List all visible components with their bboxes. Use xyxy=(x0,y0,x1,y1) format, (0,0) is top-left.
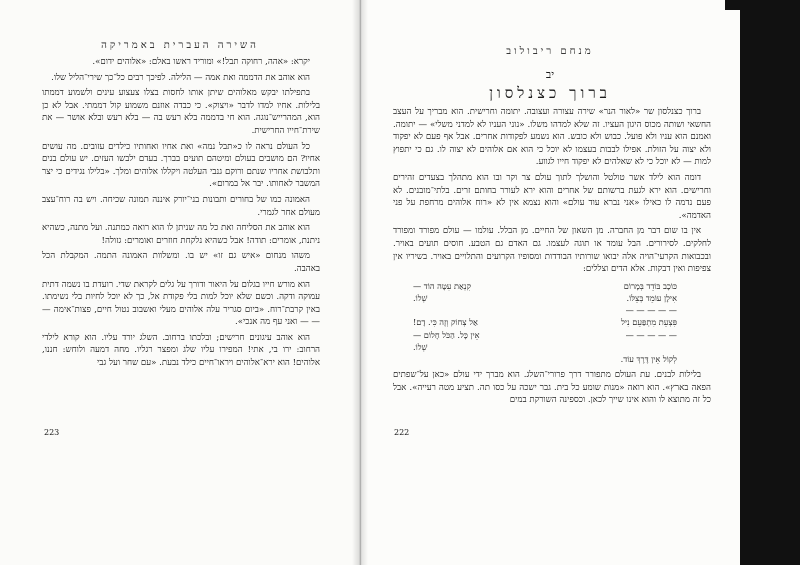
paragraph: יקרא: «אהה, רחוקה תבל!» ומוריד ראשו באלם: «אלוהים ידום». xyxy=(92,57,310,67)
poem-line-right: לְקוֹל אֵין דֶּרֶךְ עוֹד. xyxy=(620,353,677,364)
poem-line-left: שְׁלוֹ. xyxy=(413,292,428,303)
paragraph: משהו מנחום «איש גם זו» יש בו. ומשלוות האמונה התמה. המקבלת הכל באהבה. xyxy=(42,251,320,274)
paragraph: הוא אוהב את הדממה ואת אמה — הלילה. לפיכך רבים כל־כך שירי־הליל שלו. xyxy=(51,72,310,83)
book-gutter xyxy=(352,0,368,565)
poem-line xyxy=(393,280,711,292)
left-page-text xyxy=(42,56,320,373)
poem-line xyxy=(393,341,711,353)
page-number: 222 xyxy=(394,428,410,437)
left-page xyxy=(0,0,360,565)
poem-line-left: אֵין כָּל. הַכֹּל חָלוֹם — xyxy=(413,329,480,340)
poem-line-left: אַל צְחוֹק וְזֶה כִּי. דָם! xyxy=(413,317,478,328)
page-number: 223 xyxy=(44,428,60,437)
paragraph: הוא אוהב את הסליחה ואת כל מה שניתן לו הוא רואה כמתנה. ועל מתנה, כשהיא ניתנת, אומרים: תודה! אבל כשהיא נלקחת חוזרים ואומרים: גזולה! xyxy=(42,223,320,246)
paragraph: האמונה כמו של בחורים ותבונות בני־יורק איננה תמונה שכיחה. ויש בה רוח־עצב מעולם אחר לגמרי. xyxy=(42,194,320,218)
poem-line xyxy=(393,353,711,365)
paragraph: בלילות לבנים. עת העולם מתפורר דרך פרורי־השלג. הוא מברך ידי עולם «כאן על־שפתים הפאה בארץ». הוא רואה «מנות שומע כל בית. גבר ישכה על כסו תה. תציע מטה רעייה». אבל כל זה מתוצא לו והוא אינו שייך לכאן. וכספינה השורקת במים xyxy=(393,370,711,406)
poem-line-right: — — — — — xyxy=(625,305,677,316)
poem-line xyxy=(393,304,711,316)
paragraph: כל העולם נראה לו כ«תבל נמה» ואת אחיו ואחותיו כילדים עזובים. מה עושים אחיו? הם מושבים בעולם ומיטהם תועים בברך. בעדם ילבשו העזים. יש עולם בנים ותלבושת אחריו שנתם ורוקם גנבי העלטה ויקללו אלוהים ומלך. «בלילו נגידים כי יצר המשבר לאחותו. יבר אל במרום». xyxy=(42,141,320,190)
paragraph: הוא מורש חייו בגלום על היאור ודורך על גלים לקראת שדי. רועדת בו נשמה דתית עמוקה ודקה. וכשם שלא יוכל למות בלי פקודת אל, כך לא יוכל לחיות בלי נשימתו. באין קרבת־רוח. «ביום סגריר עלה אלוהים מעלי ואשבוב נטול חיים, פצות־אימה — — — ואני עף מה אנכי». xyxy=(42,279,320,328)
poem-line xyxy=(393,329,711,341)
poem-line-right: אִילָן עוֹמֵד בְּצֵלּוֹ. xyxy=(626,292,677,303)
poem-line-right: פִּצְעֵת מִתְפַּעֵם נִיל xyxy=(621,317,677,328)
paragraph: אין בו שום דבר מן החברה. מן השאון של החיים. מן הבלל. עולמו — עולם מפורד ומפורד לחלקים. לסירורים. הבל עומד או תוגה לעצמו. גם האדם גם הטבע. חוסים תועים באויר. ובכבואות הקרעי־הויה אלה יבואו שורותיו הבודדות ומסופיו הקרועים והתלויים באויר. בשיריו אין צפיפות ואין דבקות. אלא הדים וצללים: xyxy=(393,226,711,275)
chapter-number: יב xyxy=(545,68,555,81)
right-page-text xyxy=(393,106,711,410)
paragraph: דומה הוא לילד אשר טולטל והושלך לתוך עולם צר וקר ובו הוא מתהלך בצעדים זהירים וחרישים. הוא ירא לגעת ברשותם של אחרים והוא ירא לעורר בחותם זרים. בלתי־מובנים. לא פעם נדמה לו כאילו «אני נברא עוד עולם» והוא נצמא אין לא «רוח אלוהים מרחפת על פני האדמה». xyxy=(393,172,711,221)
running-head: השירה העברית באמריקה xyxy=(101,40,259,51)
poem-line xyxy=(393,292,711,304)
paragraph: ברוך כצנלסון שר «לאור הנר» שירה עצורה ועצובה. יתומה וחרישית. הוא מבריך על העצב החשאי ושותה מכוס היגון העציו. זה שלא למדהו משלו. «נוני העניו לא למדני משלי» — יתומה. ואמנם הוא עניו ולא פועל. כבוש ולא כובש. הוא נשמע לפקודות אחרים. אבל אף פעם לא יפקוד ולא יצוה על הזולת. אפילו לבבות בעצמו לא יוכל כי הוא אם אלוהים לא יצוה לו. גם כי יתפוץ למות — לא יוכל כי לא שאלהים לא יפקוד חייו לגווע. xyxy=(393,107,711,168)
poem-line-right: כּוֹכָב בּוֹדֵד בְּמָרוֹם xyxy=(623,280,677,291)
poem-line-left: שְׁלוֹ. xyxy=(413,341,428,352)
paragraph: בתפילתו יבקש מאלוהים שיתן אותו לחסות בצלו צעצוע עינים ולשמוע דממתו בלילות. אחיו למדו לדבר «ויצוק». כי כבדה אוזנם משמוע קול דממתי. אבל לא כן הוא, המהרייש־נוגה. הוא חי בדממה בלא רעש בה — בלא רעש ובלא אושר — את שירת־חייו החרישית. xyxy=(42,88,320,136)
scan-background-edge xyxy=(740,0,800,565)
poem-line-left: קִנְאַת עִטָּה הוֹד — xyxy=(413,280,471,291)
poem xyxy=(393,280,711,365)
poem-line xyxy=(393,316,711,328)
chapter-title: ברוך כצנלסון xyxy=(489,84,611,102)
scan-background-corner xyxy=(725,0,800,10)
paragraph: הוא אוהב עיגונים חרישים; ובלכתו ברחוב. השלג יורד עליו. הוא קורא לילדי הרחוב: ירו בי, אתי! המפירו עליו שלג ומפצר רגליו. מחה דמעה ולוחש: חננו, אלוהים! הוא ירא־אלוהים ויראו־חיים כילד נבעת. «עם שחר ועל גבי xyxy=(42,332,320,369)
poem-line-right: — — — — — xyxy=(625,329,677,340)
right-page xyxy=(360,0,740,565)
running-head: מנחם ריבולוב xyxy=(506,46,594,57)
